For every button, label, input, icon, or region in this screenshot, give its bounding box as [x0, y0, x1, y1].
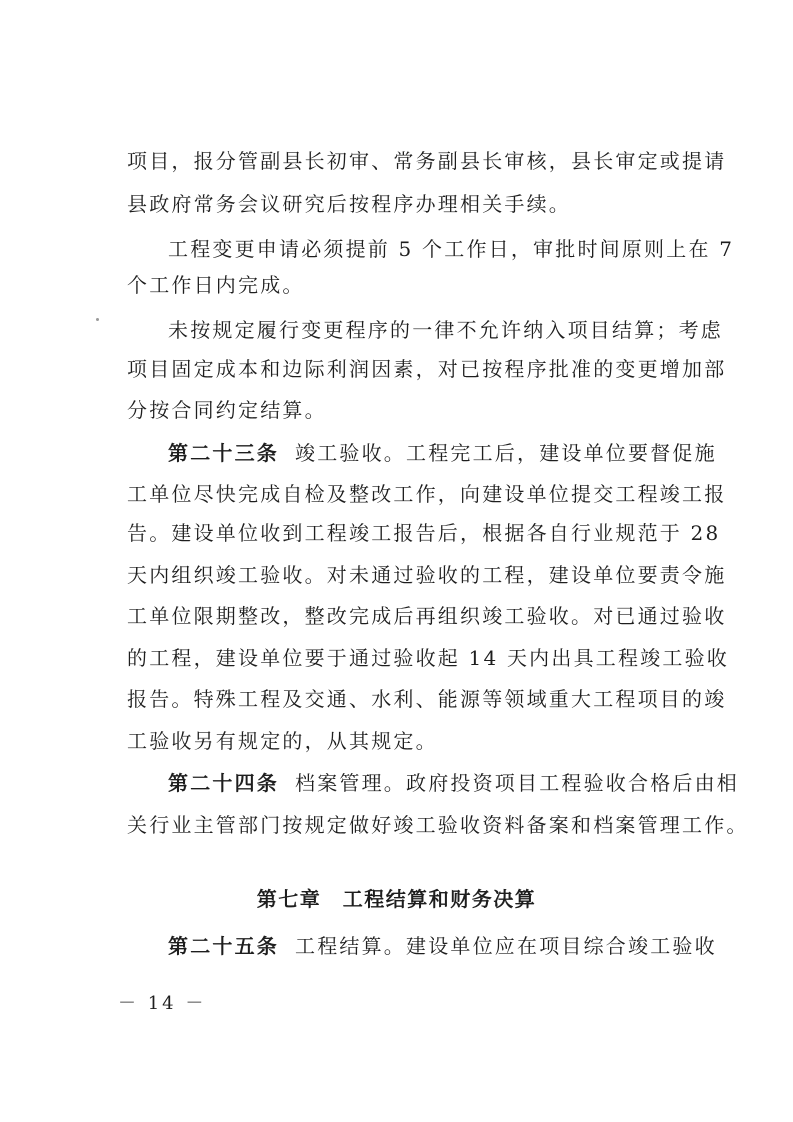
body-line: 天内组织竣工验收。对未通过验收的工程，建设单位要责令施	[127, 563, 727, 587]
article-23-text: 竣工验收。工程完工后，建设单位要督促施	[295, 441, 717, 465]
article-23-first-line	[168, 440, 728, 466]
body-line: 工单位尽快完成自检及整改工作，向建设单位提交工程竣工报	[127, 482, 727, 506]
body-line: 工验收另有规定的，从其规定。	[127, 729, 438, 753]
article-25-title: 第二十五条	[168, 934, 279, 958]
body-line: 县政府常务会议研究后按程序办理相关手续。	[127, 192, 571, 216]
body-line: 关行业主管部门按规定做好竣工验收资料备案和档案管理工作。	[127, 813, 749, 837]
body-line: 未按规定履行变更程序的一律不允许纳入项目结算；考虑	[168, 318, 723, 342]
scan-mark	[96, 318, 99, 321]
body-line: 项目固定成本和边际利润因素，对已按程序批准的变更增加部	[127, 357, 727, 381]
body-line: 分按合同约定结算。	[127, 398, 327, 422]
body-line: 的工程，建设单位要于通过验收起 14 天内出具工程竣工验收	[127, 646, 729, 670]
article-23-title: 第二十三条	[168, 441, 279, 465]
body-line: 工程变更申请必须提前 5 个工作日，审批时间原则上在 7	[168, 237, 735, 261]
page-number: － 14 －	[118, 993, 207, 1014]
article-25-first-line	[168, 933, 728, 959]
body-line: 项目，报分管副县长初审、常务副县长审核，县长审定或提请	[127, 149, 727, 173]
body-line: 报告。特殊工程及交通、水利、能源等领域重大工程项目的竣	[127, 687, 727, 711]
article-25-text: 工程结算。建设单位应在项目综合竣工验收	[295, 934, 717, 958]
article-24-text: 档案管理。政府投资项目工程验收合格后由相	[295, 771, 739, 795]
body-line: 个工作日内完成。	[127, 273, 305, 297]
article-24-first-line	[168, 770, 739, 796]
body-line: 告。建设单位收到工程竣工报告后，根据各自行业规范于 28	[127, 521, 721, 545]
chapter-heading: 第七章 工程结算和财务决算	[256, 887, 537, 911]
body-line: 工单位限期整改，整改完成后再组织竣工验收。对已通过验收	[127, 604, 727, 628]
article-24-title: 第二十四条	[168, 771, 279, 795]
